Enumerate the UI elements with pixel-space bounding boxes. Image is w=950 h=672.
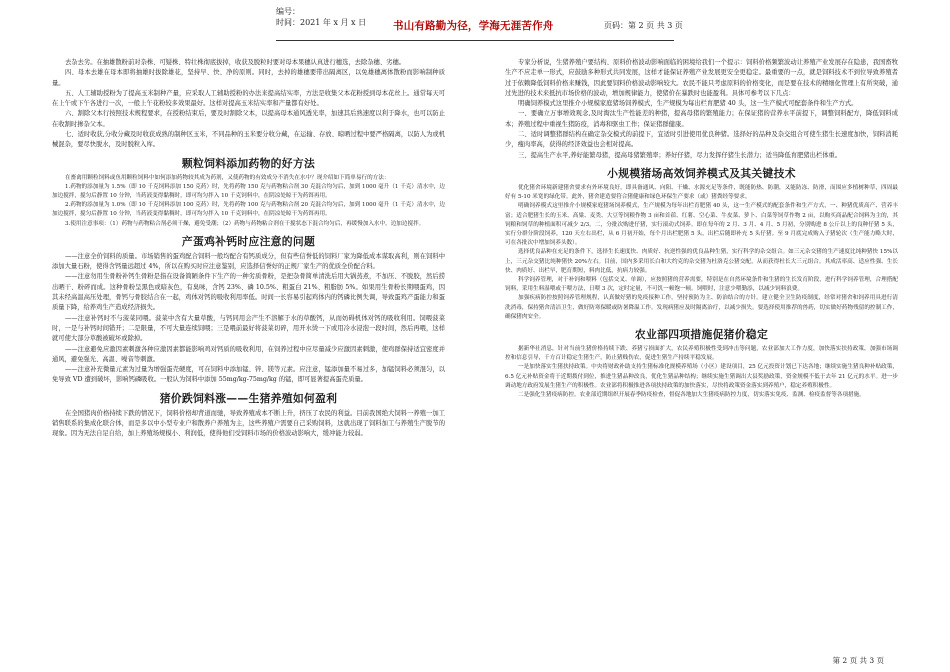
section-title: 小规模猪场高效饲养模式及其关键技术 <box>607 166 796 180</box>
paragraph: 2.药物的添加量为 1.0%（即 10 千克饲料添加 100 克药）时，先将药物 100 克与药物粘合剂 20 克混合均匀后，加到 1000 毫升（1 千克）清水中，边加边搅拌，搅匀后静置 10 分钟，当药液变得黏稠时，即可均匀拌入 10 千克饲料中，在阴凉处晾干为药饵再用。 <box>52 202 445 218</box>
paragraph: 明确饲养模式这里推介小规模家庭猪场饲养模式，生产规模为每出栏育肥猪 40 头，这一生产模式可配套条件和生产方式。 <box>518 100 858 108</box>
paragraph: 专家分析说，生猪养殖户要结构、原料价格波动影响面临的困境给我们一个提示：饲料价格频繁波动让养殖产业发展存在隐患，我国畜牧生产不应走单一形式，应鼓励多种形式共同发展，这样才能保证养殖产业发展更安全更稳定。最重要的一点，就是饲料技术不到位导致养殖者过于依赖降低饲料价格来赚钱，因此要饲料价格波动影响较大。农民不能只考虑原料的价格变化，而是要在技术的精细化管理上有所突破，通过先进的技术来抵抗市场价格的波动，增加规律能力，使猪价在暴跌时也能盈利。具体可参考以下几点： <box>505 59 898 97</box>
paragraph: ——注意勿用生骨粉补钙生骨粉是指在设备简陋条件下生产的一种劣质骨粉，是把杂骨简单清洗后用大锅蒸煮，不加压、不脱胶，然后捞出晒干、粉碎而成。这种骨粉呈黑色或暗灰色，有臭味，含钙 23%、磷 10.5%、粗蛋白 21%、粗脂肪 5%。如果用生骨粉长期喂蛋鸡，因其未经高温高压处理，骨钙与骨胶结合在一起，鸡体对钙的吸收利用率低。时间一长容易引起鸡体内的钙磷比例失调，导致蛋鸡产蛋能力和蛋质量下降，给养鸡生产造成经济损失。 <box>52 273 445 312</box>
paragraph: 五、人工辅助授粉为了提高玉米制种产量，应采取人工辅助授粉的办法来提高结实率，方法是收集父本花粉授到母本花丝上。通常每天可在上午或下午各进行一次，一般上午花粉较多效果最好。这样对提高玉米结实率和产量都有好处。 <box>52 89 445 108</box>
page-header <box>258 4 692 44</box>
paragraph: 1.药物的添加量为 1.5%（即 10 千克饲料添加 150 克药）时，先将药物 150 克与药物粘合剂 30 克混合均匀后，加到 1000 毫升（1 千克）清水中，边加边搅拌，搅匀后静置 10 分钟，当药液变得黏稠时，即可均匀拌入 10 千克饲料中，在阴凉处晾干为药饵再用。 <box>52 183 445 200</box>
section-title: 猪价跌饲料涨——生猪养殖如何盈利 <box>159 391 338 405</box>
header-page-number: 页码：第 2 页 共 3 页 <box>604 21 683 30</box>
paragraph: ——注意补钙时不与菠菜同喂。菠菜中含有大量草酸，与钙同用会产生不溶解于水的草酸钙，从而妨碍机体对钙的吸收利用。饲喂菠菜时，一是与补钙时间错开；二是限量，不可大量连续饲喂；三是喂前最好将菠菜切碎，用开水烫一下或用冷水浸泡一段时间，然后再喂，这样就可使大部分草酸被破坏或除掉。 <box>52 314 445 343</box>
section-title: 产蛋鸡补钙时应注意的问题 <box>181 234 316 248</box>
section-title: 农业部四项措施促猪价稳定 <box>634 328 769 342</box>
paragraph: 3.使用注意事项：（1）药物与药物粘合剂必须干燥，避免受潮；（2）药物与药物粘合剂在干搅状态下混合均匀后，再缓慢加入水中，边加边搅拌。 <box>65 220 425 227</box>
paragraph: ——注意补充微量元素为过量为增强蛋壳硬度，可在饲料中添加锰、锌、镁等元素。应注意，锰添加量不易过多，加锰饲料必须混匀，以免导致 VD 遭到破坏，影响钙磷吸收。一般认为饲料中添加 55mg/kg-75mg/kg 的锰，即可显著提高蛋壳质量。 <box>52 366 445 384</box>
header-divider <box>276 40 674 41</box>
left-column <box>52 58 445 440</box>
paragraph: 一、要确立万事增效观念,及时淘汰生产性能差的种猪，提高母猪的繁殖能力；在保证猪的营养水平前提下，调整饲料配方，降低饲料成本；养殖过程中重视生猪防疫，消毒和驱虫工作；保证猪群健康。 <box>505 110 898 128</box>
paragraph: ——注意避免应激因素刺激各种应激因素都能影响鸡对钙质的吸收利用，在饲养过程中应尽量减少应激因素刺激，使鸡群保持适宜密度并通风，避免强光、高温、噪音等刺激。 <box>52 345 445 363</box>
paragraph: 据新华社消息，针对当前生猪价格持续下跌、养猪亏损面扩大，农民养殖积极性受到冲击等问题，农业部加大工作力度，加快落实扶持政策，加强市场调控和信息引导，千方百计稳定生猪生产，防止猪贱伤农，促进生猪生产持续平稳发展。 <box>505 346 898 362</box>
paragraph: 明确饲养模式这里推介小规模家庭猪场饲养模式，生产规模为每年出栏育肥猪 40 头，这一生产模式的配套条件和生产方式，一、种猪优质高产、营养丰富；适合肥猪生长的玉米、高粱、麦类、大豆等饲粮作物 3 亩和首蓿、红薯、空心菜、牛皮菜、萝卜、白菜等饲草作物 2 亩，以购买商品配合饲料为主的，其饲粮和饲草的种植面积可减少 2/3。二，分批次购进仔猪，实行滚动式饲养。即在每年的 2 月、3 月、4 月、5 月初，分别购进 8 公斤以上的良种仔猪 5 头，实行分群分阶段饲养，120 天左右出栏，从 6 月初开始，每个月出栏肥猪 5 头，出栏后随即补充 5 头仔猪。至 9 月底完成购入子猪轮次（生产能力略大时，可在各批次中增加饲养头数）。 <box>505 203 898 247</box>
section-title: 颗粒饲料添加药物的好方法 <box>181 156 316 170</box>
paragraph: 在全国猪肉价格持续下跌的情况下，饲料价格却背道而驰，导致养殖成本不断上升，挤压了农民的利益。目前我国绝大饲料一养殖一加工销售联系的集成化联合体，而是多以中小型专业户和散养户养殖为主，这些养殖户需要自己采购饲料，这就出现了饲料加工与养殖生产脱节的现象。因为无法自足自给，加上养殖场规模小、利润低，使得他们受饲料市场的价格波动影响大，缓冲能力较弱。 <box>52 409 445 438</box>
paragraph: 四、母本去雄在母本即将抽雄时拔除雄花，坚持早、快、净的原则。同时，去掉的雄穗要带出隔离区，以免雄穗离体散粉而影响制种质量。 <box>52 69 445 87</box>
paragraph: 优化猪舍环境新建猪舍要求有外环境良好，即具备通风、向阳、干燥、水源充足等条件，既能防热、防潮，又能防冻、防滑，而围应多植树种草，四周最好有 5-10 米宽的绿化带。此外，猪舍建造要符合猪健康和绿色环保生产要求（或）猪粪经等要求。 <box>505 184 898 201</box>
doc-time: 时间：2021 年 x 月 x 日 <box>276 18 367 27</box>
paragraph: 六、割除父本行按照技术规程要求，在授粉结束后，要及时割除父本，以提高母本通风透光率，加速其后熟速度以利于降水，也可以防止在收割时掺杂父本。 <box>52 110 445 128</box>
paragraph: 三、提高生产水平,养好能繁母猪，提高母猪繁殖率；养好仔猪，尽力发挥仔猪生长潜力；适当降低育肥猪出栏体重。 <box>518 151 842 159</box>
paragraph: 七、适时收获,分收分藏及时收获成熟的制种区玉米，不同品种的玉米要分收分藏，在运输、存放、晾晒过程中要严格隔离，以防人为或机械混杂，要尽快脱水，及时脱粒入库。 <box>52 131 445 149</box>
paragraph: 二是强化生猪疫病防控。农业部近期组织开展春季防疫检查，督促各地加大生猪疫病防控力度，切实落实免疫、监测、检疫监督等各项措施。 <box>518 392 865 399</box>
paragraph: 选择优良品种在充足的条件下，选择生长速度快、肉质好、抗逆性强的优良品种生猪，实行科学的杂交组合。如三元杂交猪的生产速度比纯种猪快 15%以上，三元杂交猪比纯种猪快 20%左右。目前，国内多采用长白和大约克的杂交猪为杜洛克公猪交配，从而获得杜长大三元组合。其成活率高、适应性强、生长快、肉质好、出栏早，肥育期短，料肉比低，抗病力较强。 <box>505 249 898 274</box>
paragraph: 去杂去劣。在抽雄散粉前对杂株、可疑株、特壮株彻底拔掉，收获及脱粒时要对母本果穗认真进行穗选，去除杂穗、劣穗。 <box>65 59 406 66</box>
page-footer: 第 2 页 共 3 页 <box>832 656 884 665</box>
header-slogan: 书山有路勤为径，学海无涯苦作舟 <box>393 20 554 32</box>
header-meta <box>276 6 366 28</box>
paragraph: 科学饲养管理，对于补饲和喂料（包括交叉、单调），应按照猪的营养需要，特别是在自然环境条件和生猪的生长发育阶段，进行科学饲养管理，合理搭配饲料，采用生料湿喂或干喂方法，日喂 3 次，定时定量，不可饥一顿饱一顿。饲喂时，注意少喂勤添，以减少饲料浪费。 <box>505 277 898 293</box>
paragraph: ——注意全价饲料的质量。市场销售的蛋鸡配合饲料一般均配合有钙质成分，但有些信誉低的饲料厂家为降低成本谋取高利，则在饲料中添加大量石粉，使得含钙量远超过 4%，所以在购买时应注意鉴别，应选择信誉好的正规厂家生产的优质全价配合料。 <box>52 252 445 271</box>
doc-number: 编号： <box>276 7 300 16</box>
paragraph: 在畜禽用颗粒饲料或鱼用颗粒饲料中如何添加药物较其成为药剂，又使药物的有效成分不消失在水中？现介绍如下简单易行的方法： <box>65 174 390 181</box>
right-column <box>505 58 898 400</box>
paragraph: 一是加快落实生猪扶持政策。中央将财政补助支持生猪标准化规模养殖场（小区）建设项目，25 亿元投资计划已下达各地；继续实施生猪良种补贴政策，6.5 亿元补贴资金将于近期拨付到位，推进生猪品种改良，优化生猪品种结构；继续实施生猪调出大县奖励政策，资金规模不低于去年 21 亿元的水平。进一步调动地方政府发展生猪生产的积极性。农业部将积极推进各项扶持政策的加快落实，尽快将政策资金落实到养殖户，稳定养殖积极性。 <box>505 364 898 389</box>
paragraph: 二、适时调整猪群结构在确定杂交模式的前提下，宜适时引进使用优良种猪。选择好的品种及杂交组合可使生猪生长速度加快，饲料消耗少，瘦肉率高，获得的经济效益也会相对提高。 <box>505 131 898 149</box>
paragraph: 加强疾病防控按照饲养管理规程，认真做好猪的免疫接种工作，坚持预防为主、防治结合的方针。建立健全卫生防疫制度，经常对猪舍和饲养用具进行清洗消毒，保持猪舍清洁卫生，做好防寒保暖或防暑降温工作。发现病猪应及时隔离治疗，以减少损失。要选择使用推荐的兽药，切实做好药物残留的控制工作，确保猪肉安全。 <box>505 295 898 320</box>
